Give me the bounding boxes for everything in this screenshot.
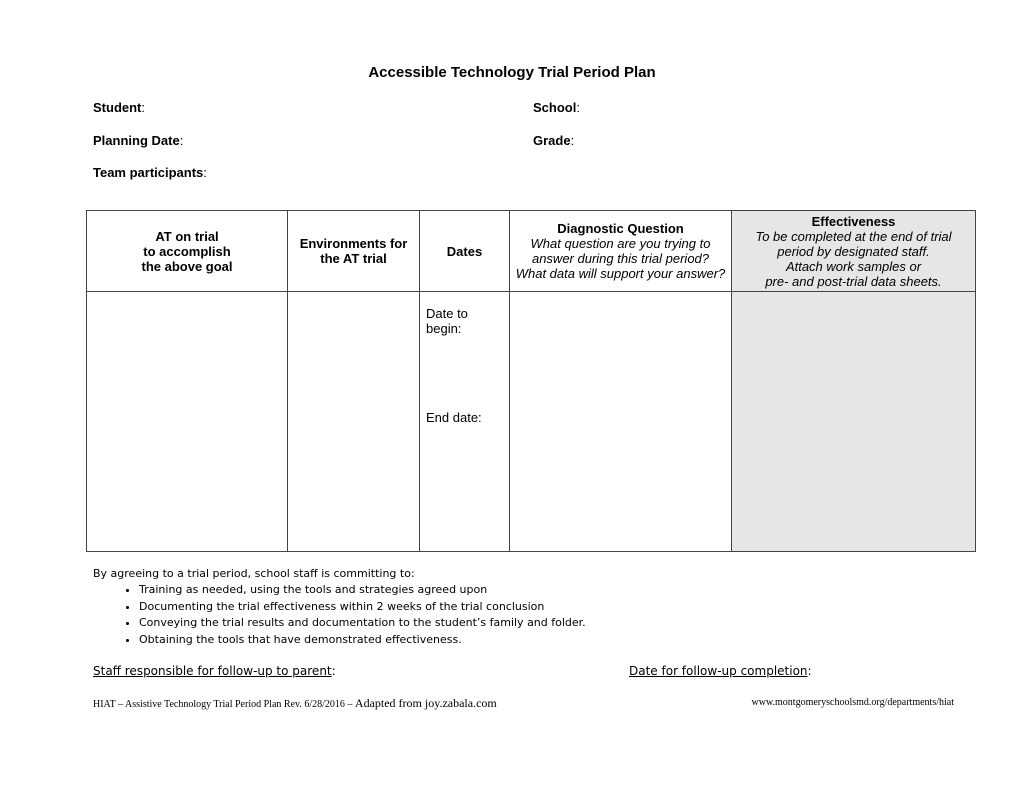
grade-label: Grade xyxy=(533,133,571,148)
header-line: Environments for xyxy=(299,236,408,251)
header-line: What data will support your answer? xyxy=(515,266,726,281)
environments-cell[interactable] xyxy=(288,292,420,552)
at-on-trial-cell[interactable] xyxy=(87,292,288,552)
trial-plan-table xyxy=(86,210,976,552)
date-begin-label: Date to begin: xyxy=(426,306,468,336)
footer-left xyxy=(93,696,497,711)
commitment-section xyxy=(93,567,586,648)
colon: : xyxy=(179,133,184,148)
footer-adapted: Adapted from joy.zabala.com xyxy=(354,696,497,710)
followup-date-label: Date for follow-up completion xyxy=(629,664,808,678)
header-diagnostic-question xyxy=(510,211,732,292)
colon: : xyxy=(576,100,580,115)
header-line: Attach work samples or xyxy=(785,258,922,274)
student-field xyxy=(93,100,145,115)
list-item: • Conveying the trial results and documentation to the student’s family and folder. xyxy=(139,615,586,632)
colon: : xyxy=(807,664,812,678)
header-at-on-trial xyxy=(87,211,288,292)
planning-date-label: Planning Date xyxy=(93,133,180,148)
end-date-label: End date: xyxy=(426,410,482,425)
diagnostic-question-cell[interactable] xyxy=(510,292,732,552)
header-effectiveness xyxy=(732,211,976,292)
staff-followup-label: Staff responsible for follow-up to parent xyxy=(93,664,332,678)
team-field xyxy=(93,165,207,180)
colon: : xyxy=(203,165,207,180)
header-line: AT on trial xyxy=(155,228,219,244)
header-line: Dates xyxy=(446,243,483,259)
header-line: To be completed at the end of trial xyxy=(755,228,952,244)
header-line: Diagnostic Question xyxy=(557,221,684,236)
commitment-list xyxy=(93,582,586,648)
header-dates xyxy=(420,211,510,292)
table-header-row xyxy=(87,211,976,292)
school-label: School xyxy=(533,100,577,115)
header-line: the above goal xyxy=(141,258,233,274)
footer-revision: HIAT – Assistive Technology Trial Period Plan Rev. 6/28/2016 – xyxy=(93,699,355,710)
header-line: Effectiveness xyxy=(811,213,896,229)
header-line: the AT trial xyxy=(320,251,387,266)
followup-date-field xyxy=(629,664,812,678)
planning-date-field xyxy=(93,133,183,148)
colon: : xyxy=(570,133,575,148)
header-line: answer during this trial period? xyxy=(531,251,710,266)
header-environments xyxy=(288,211,420,292)
list-item: • Obtaining the tools that have demonstrated effectiveness. xyxy=(139,632,586,649)
header-line: What question are you trying to xyxy=(530,236,711,251)
staff-followup-field xyxy=(93,664,336,678)
list-item: • Training as needed, using the tools and strategies agreed upon xyxy=(139,582,586,599)
colon: : xyxy=(141,100,146,115)
footer-url: www.montgomeryschoolsmd.org/departments/hiat xyxy=(751,697,954,708)
page-title: Accessible Technology Trial Period Plan xyxy=(368,64,656,81)
colon: : xyxy=(331,664,336,678)
commitment-intro: By agreeing to a trial period, school staff is committing to: xyxy=(93,567,415,580)
dates-cell[interactable] xyxy=(420,292,510,552)
header-line: period by designated staff. xyxy=(777,243,930,259)
header-line: pre- and post-trial data sheets. xyxy=(765,273,942,289)
list-item: • Documenting the trial effectiveness within 2 weeks of the trial conclusion xyxy=(139,599,586,616)
team-label: Team participants xyxy=(93,165,204,180)
effectiveness-cell[interactable] xyxy=(732,292,976,552)
student-label: Student xyxy=(93,100,142,115)
table-body-row xyxy=(87,292,976,552)
school-field xyxy=(533,100,580,115)
header-line: to accomplish xyxy=(143,243,231,259)
grade-field xyxy=(533,133,574,148)
